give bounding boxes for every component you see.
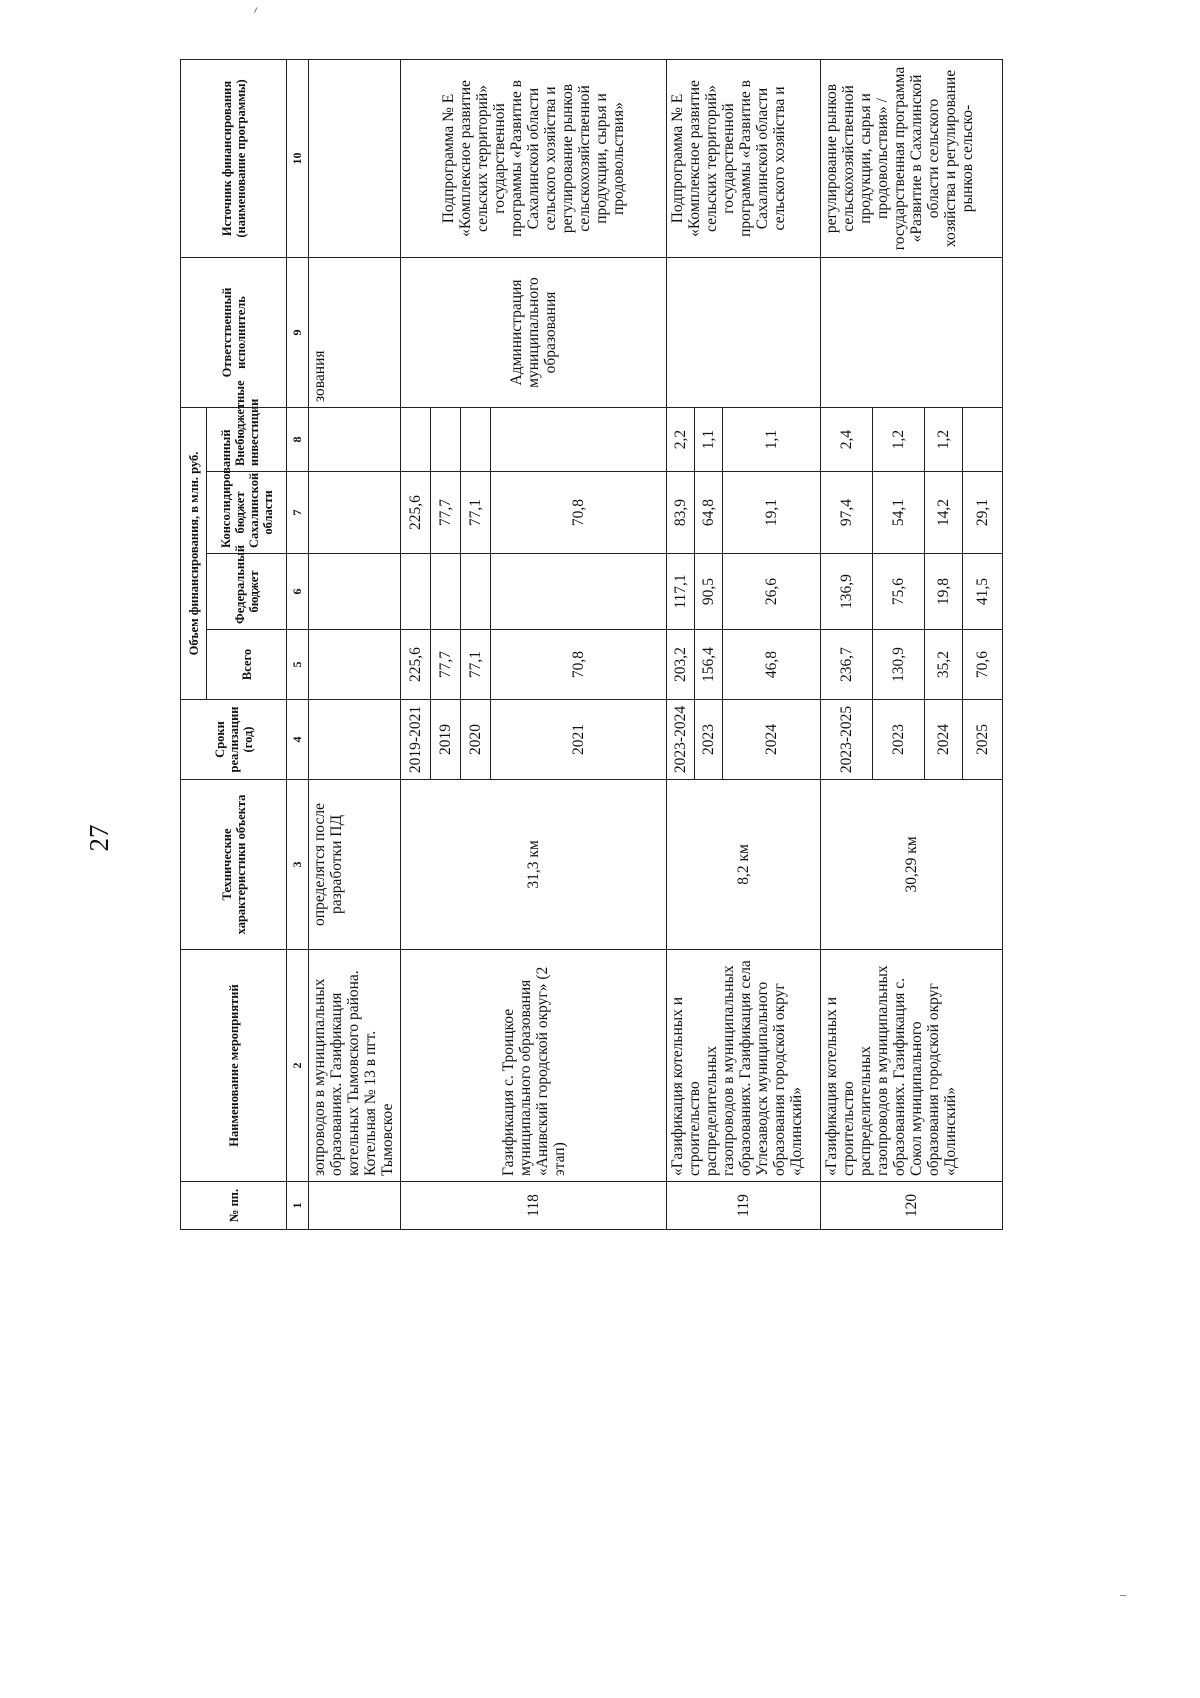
header-extra: Внебюджетные инвестиции — [207, 408, 287, 472]
cell-federal: 136,9 — [821, 554, 873, 630]
cell-consolidated: 83,9 — [667, 472, 695, 554]
scan-mark — [254, 7, 261, 15]
column-numbers-row — [287, 60, 309, 1230]
cell-consolidated: 29,1 — [963, 472, 1003, 554]
cell-executor — [821, 258, 1003, 408]
header-name: Наименование мероприятий — [181, 950, 287, 1182]
table-row — [401, 60, 431, 1230]
cell-consolidated — [309, 472, 401, 554]
cell-total: 77,7 — [431, 630, 461, 700]
col-number: 4 — [287, 700, 309, 780]
cell-year: 2023-2024 — [667, 700, 695, 780]
col-number: 8 — [287, 408, 309, 472]
header-source: Источник финансирования (наименование программы) — [181, 60, 287, 258]
cell-total: 77,1 — [461, 630, 491, 700]
cell-total — [309, 630, 401, 700]
col-number: 2 — [287, 950, 309, 1182]
cell-year: 2023-2025 — [821, 700, 873, 780]
cell-name: «Газификация котельных и строительство распределительных газопроводов в муниципальных образованиях. Газификация села Углезаводск муниципального образования городской округ «Долинский» — [667, 950, 821, 1182]
cell-consolidated: 77,1 — [461, 472, 491, 554]
cell-extra: 2,4 — [821, 408, 873, 472]
cell-tech: 30,29 км — [821, 780, 1003, 950]
cell-total: 35,2 — [925, 630, 963, 700]
col-number: 9 — [287, 258, 309, 408]
cell-source: регулирование рынков сельскохозяйственной продукции, сырья и продовольствия» / государственная программа «Развитие в Сахалинской области сельского хозяйства и регулирование рынков сельско- — [821, 60, 1003, 258]
cell-year — [309, 700, 401, 780]
cell-federal: 117,1 — [667, 554, 695, 630]
cell-source — [309, 60, 401, 258]
table-row — [821, 60, 873, 1230]
cell-executor — [667, 258, 821, 408]
cell-num — [309, 1182, 401, 1230]
scan-mark — [1120, 1595, 1126, 1602]
rotated-table-sheet — [180, 60, 1080, 1230]
cell-consolidated: 64,8 — [695, 472, 723, 554]
cell-tech: 8,2 км — [667, 780, 821, 950]
cell-name: зопроводов в муниципальных образованиях. Газификация котельных Тымовского района. Котельная № 13 в пгт. Тымовское — [309, 950, 401, 1182]
col-number: 7 — [287, 472, 309, 554]
cell-name: Газификация с. Троицкое муниципального образования «Анивский городской округ» (2 этап) — [401, 950, 667, 1182]
cell-extra: 1,1 — [723, 408, 821, 472]
header-total: Всего — [207, 630, 287, 700]
cell-total: 70,6 — [963, 630, 1003, 700]
cell-total: 225,6 — [401, 630, 431, 700]
cell-consolidated: 54,1 — [873, 472, 925, 554]
cell-year: 2023 — [873, 700, 925, 780]
header-executor: Ответственный исполнитель — [181, 258, 287, 408]
cell-executor: Администрация муниципального образования — [401, 258, 667, 408]
cell-source: Подпрограмма № Е «Комплексное развитие сельских территорий» государственной программы «Развитие в Сахалинской области сельского хозяйства и регулирование рынков сельскохозяйственной продукции, сырья и продовольствия» — [401, 60, 667, 258]
cell-consolidated: 77,7 — [431, 472, 461, 554]
table-row — [309, 60, 401, 1230]
cell-consolidated: 19,1 — [723, 472, 821, 554]
cell-federal — [491, 554, 667, 630]
cell-extra: 1,2 — [873, 408, 925, 472]
col-number: 10 — [287, 60, 309, 258]
cell-total: 70,8 — [491, 630, 667, 700]
header-federal: Федеральный бюджет — [207, 554, 287, 630]
cell-tech: 31,3 км — [401, 780, 667, 950]
header-tech: Технические характеристики объекта — [181, 780, 287, 950]
cell-year: 2020 — [461, 700, 491, 780]
col-number: 5 — [287, 630, 309, 700]
cell-total: 236,7 — [821, 630, 873, 700]
cell-tech: определятся после разработки ПД — [309, 780, 401, 950]
header-num: № пп. — [181, 1182, 287, 1230]
cell-consolidated: 97,4 — [821, 472, 873, 554]
col-number: 6 — [287, 554, 309, 630]
cell-federal: 26,6 — [723, 554, 821, 630]
cell-extra: 2,2 — [667, 408, 695, 472]
cell-total: 203,2 — [667, 630, 695, 700]
cell-federal: 19,8 — [925, 554, 963, 630]
header-group-financing: Объем финансирования, в млн. руб. — [181, 408, 207, 700]
cell-extra: 1,2 — [925, 408, 963, 472]
page-number: 27 — [84, 824, 114, 852]
cell-extra: 1,1 — [695, 408, 723, 472]
cell-federal: 90,5 — [695, 554, 723, 630]
cell-year: 2019-2021 — [401, 700, 431, 780]
cell-year: 2023 — [695, 700, 723, 780]
cell-extra — [963, 408, 1003, 472]
cell-federal — [309, 554, 401, 630]
cell-consolidated: 225,6 — [401, 472, 431, 554]
cell-total: 46,8 — [723, 630, 821, 700]
cell-year: 2019 — [431, 700, 461, 780]
cell-executor: зования — [309, 258, 401, 408]
cell-federal: 41,5 — [963, 554, 1003, 630]
col-number: 1 — [287, 1182, 309, 1230]
cell-num: 120 — [821, 1182, 1003, 1230]
cell-federal — [401, 554, 431, 630]
cell-federal — [431, 554, 461, 630]
cell-extra — [461, 408, 491, 472]
cell-num: 118 — [401, 1182, 667, 1230]
header-years: Сроки реализации (год) — [181, 700, 287, 780]
cell-total: 156,4 — [695, 630, 723, 700]
financing-table — [180, 59, 1003, 1230]
cell-extra — [491, 408, 667, 472]
cell-extra — [309, 408, 401, 472]
cell-consolidated: 14,2 — [925, 472, 963, 554]
col-number: 3 — [287, 780, 309, 950]
cell-federal — [461, 554, 491, 630]
cell-consolidated: 70,8 — [491, 472, 667, 554]
cell-source: Подпрограмма № Е «Комплексное развитие сельских территорий» государственной программы «Развитие в Сахалинской области сельского хозяйства и — [667, 60, 821, 258]
header-consolidated: Консолидированный бюджет Сахалинской области — [207, 472, 287, 554]
cell-year: 2025 — [963, 700, 1003, 780]
cell-federal: 75,6 — [873, 554, 925, 630]
cell-name: «Газификация котельных и строительство распределительных газопроводов в муниципальных образованиях. Газификация с. Сокол муниципального образования городской округ «Долинский» — [821, 950, 1003, 1182]
cell-total: 130,9 — [873, 630, 925, 700]
cell-year: 2024 — [925, 700, 963, 780]
cell-year: 2021 — [491, 700, 667, 780]
cell-num: 119 — [667, 1182, 821, 1230]
table-row — [667, 60, 695, 1230]
cell-year: 2024 — [723, 700, 821, 780]
cell-extra — [431, 408, 461, 472]
cell-extra — [401, 408, 431, 472]
